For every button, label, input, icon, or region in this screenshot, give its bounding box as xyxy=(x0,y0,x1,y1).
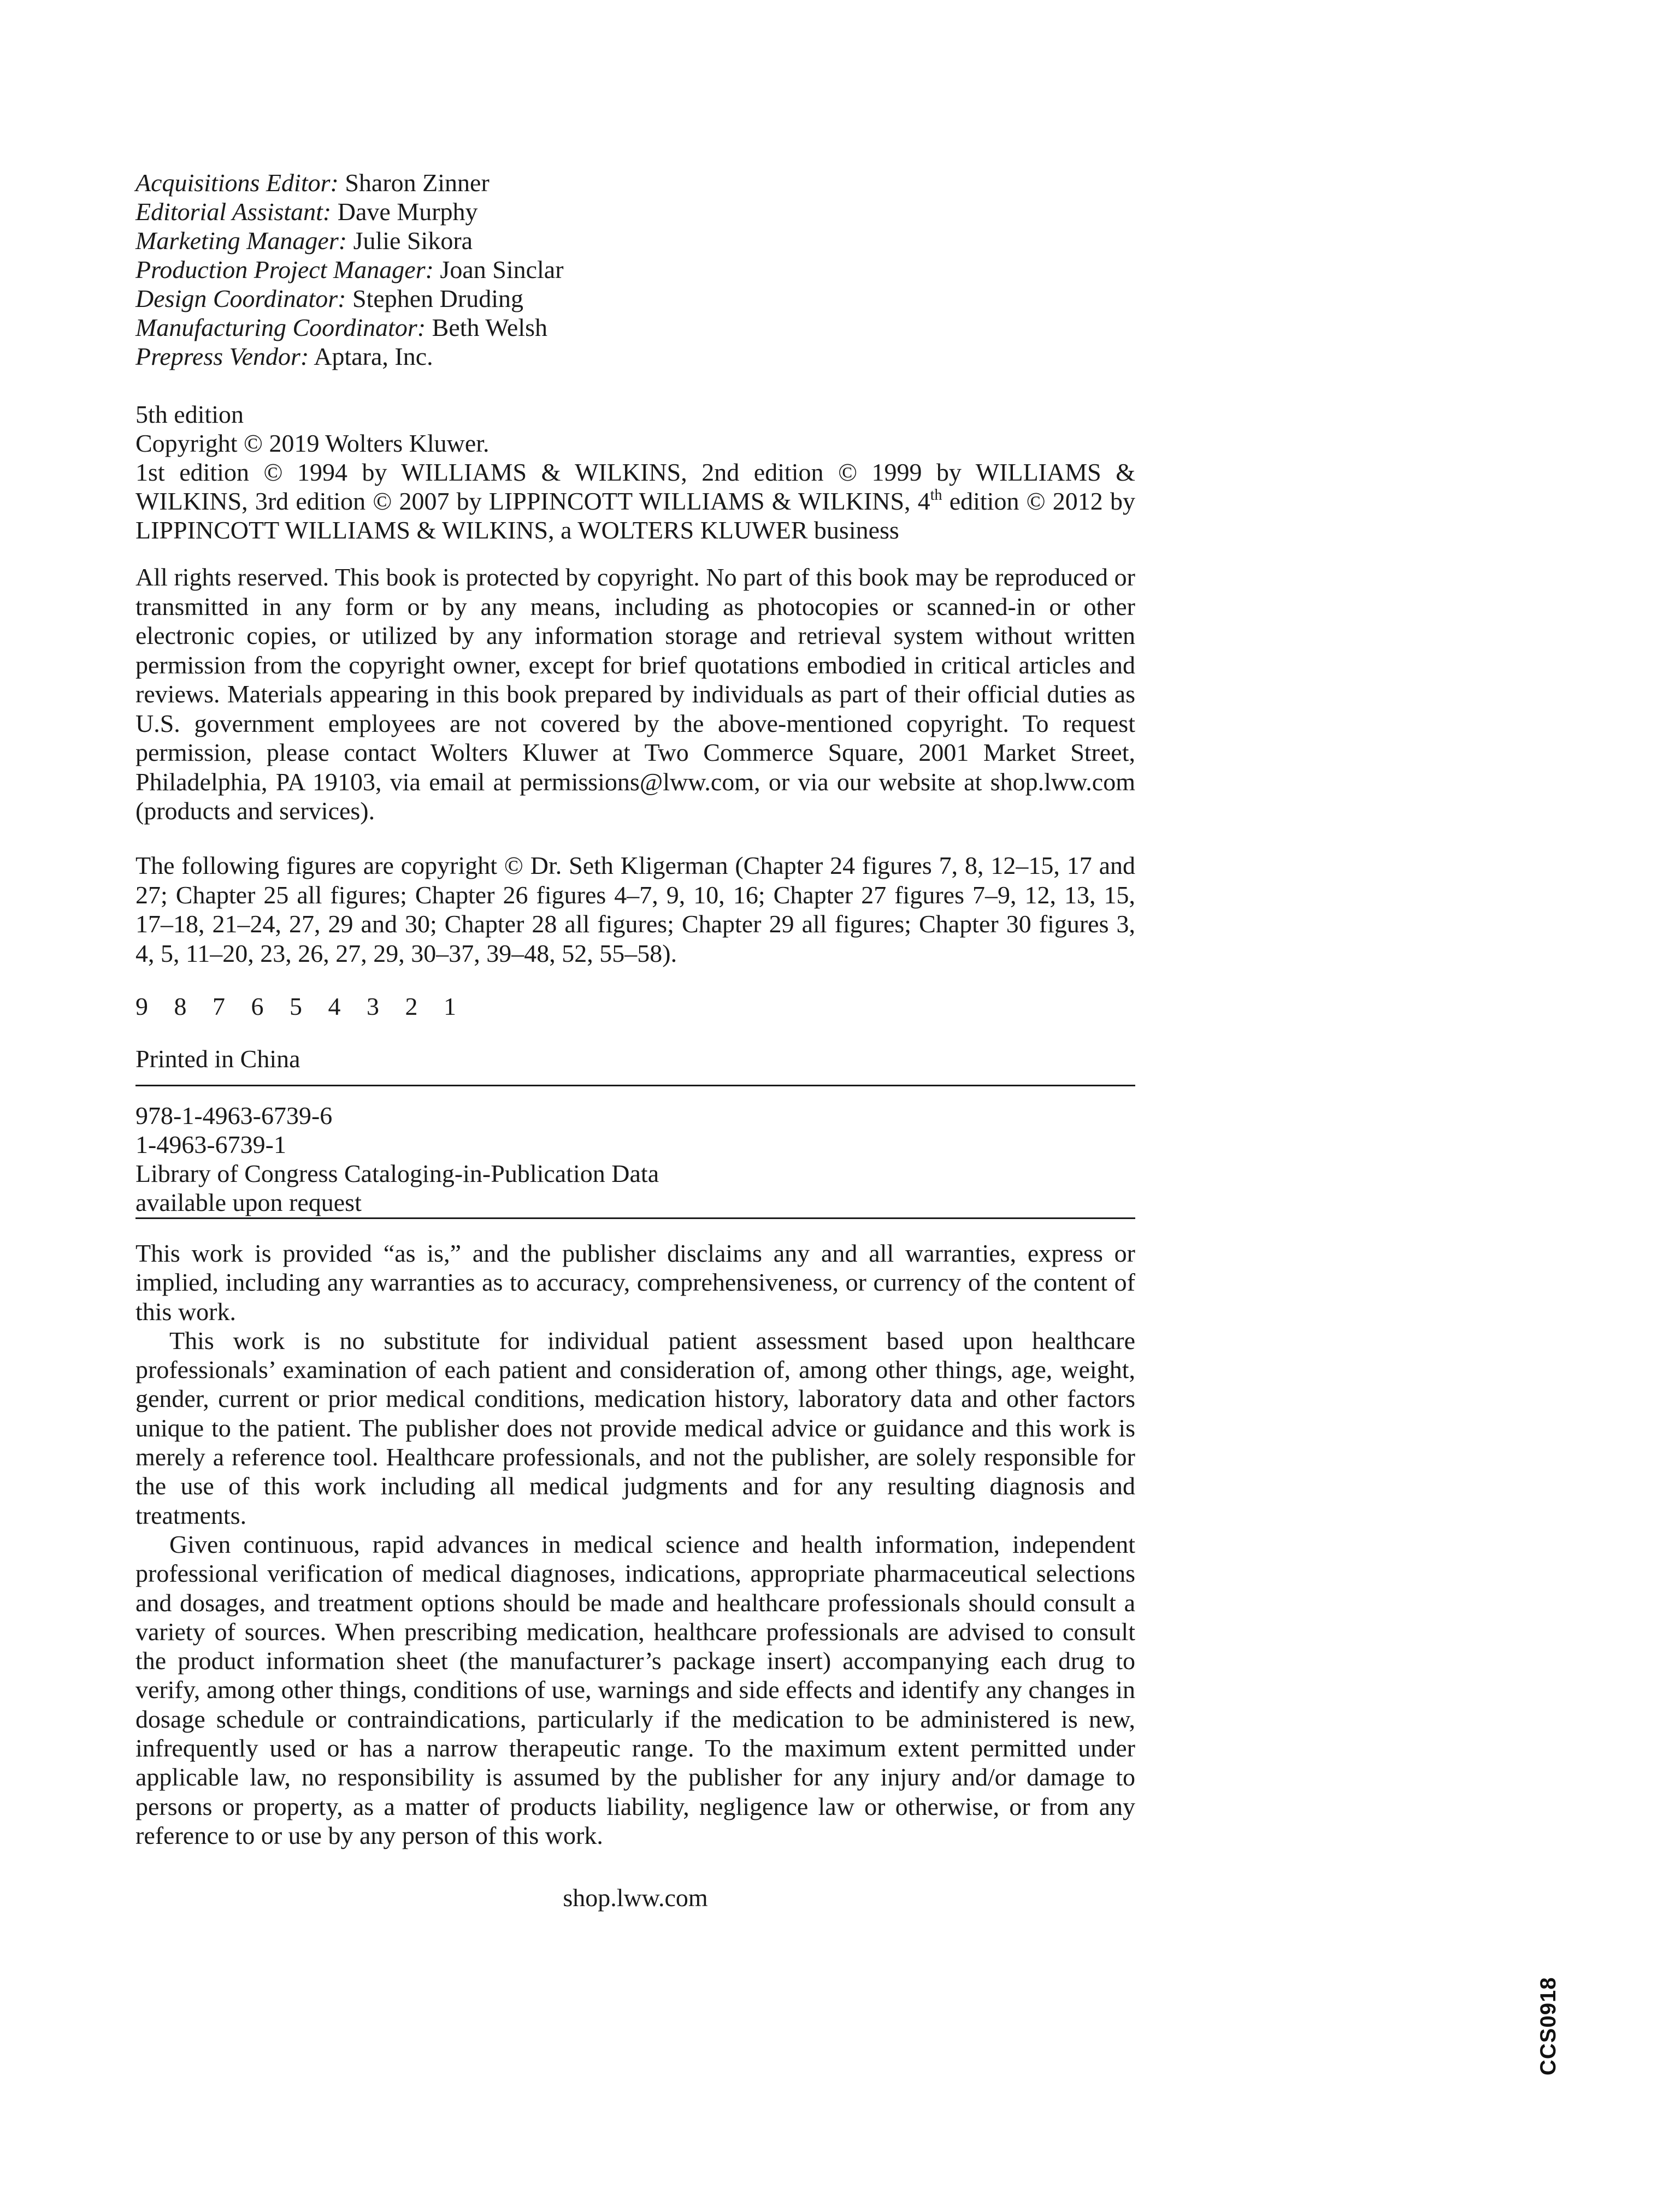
edition-history-text: 1st edition © 1994 by WILLIAMS & WILKINS, 2nd edition © 1999 by WILLIAMS & WILKINS, 3rd edition © 2007 by LIPPINCOTT WILLIAMS & WILKINS, 4 xyxy=(135,458,1135,515)
figures-copyright: The following figures are copyright © Dr. Seth Kligerman (Chapter 24 figures 7, 8, 12–15, 17 and 27; Chapter 25 all figures; Chapter 26 figures 4–7, 9, 10, 16; Chapter 27 figures 7–9, 12, 13, 15, 17–18, 21–24, 27, 29 and 30; Chapter 28 all figures; Chapter 29 all figures; Chapter 30 figures 3, 4, 5, 11–20, 23, 26, 27, 29, 30–37, 39–48, 52, 55–58). xyxy=(135,851,1135,967)
isbn-10: 1-4963-6739-1 xyxy=(135,1131,286,1158)
staff-role: Marketing Manager: xyxy=(135,227,347,255)
staff-role: Prepress Vendor: xyxy=(135,342,309,370)
disclaimer-paragraph: Given continuous, rapid advances in medical science and health information, independent professional verification of medical diagnoses, indications, appropriate pharmaceutical selections and dosages, and treatment options should be made and healthcare professionals should consult a variety of sources. When prescribing medication, healthcare professionals are advised to consult the product information sheet (the manufacturer’s package insert) accompanying each drug to verify, among other things, conditions of use, warnings and side effects and identify any changes in dosage schedule or contraindications, particularly if the medication to be administered is new, infrequently used or has a narrow therapeutic range. To the maximum extent permitted under applicable law, no responsibility is assumed by the publisher for any injury and/or damage to persons or property, as a matter of products liability, negligence law or otherwise, or from any reference to or use by any person of this work. xyxy=(135,1530,1135,1849)
staff-role: Production Project Manager: xyxy=(135,256,434,283)
isbn-block xyxy=(135,1101,1135,1217)
staff-line xyxy=(135,168,1135,197)
staff-name: Julie Sikora xyxy=(353,227,473,255)
rights-paragraph: All rights reserved. This book is protected by copyright. No part of this book may be reproduced or transmitted in any form or by any means, including as photocopies or scanned-in or other electronic copies, or utilized by any information storage and retrieval system without written permission from the copyright owner, except for brief quotations embodied in critical articles and reviews. Materials appearing in this book prepared by individuals as part of their official duties as U.S. government employees are not covered by the above-mentioned copyright. To request permission, please contact Wolters Kluwer at Two Commerce Square, 2001 Market Street, Philadelphia, PA 19103, via email at permissions@lww.com, or via our website at shop.lww.com (products and services). xyxy=(135,563,1135,825)
staff-line xyxy=(135,313,1135,342)
disclaimer xyxy=(135,1239,1135,1850)
printing-numbers: 9 8 7 6 5 4 3 2 1 xyxy=(135,992,457,1020)
staff-name: Stephen Druding xyxy=(352,285,523,312)
staff-line xyxy=(135,226,1135,255)
copyright-line: Copyright © 2019 Wolters Kluwer. xyxy=(135,429,490,457)
staff-role: Manufacturing Coordinator: xyxy=(135,314,426,341)
printed-in: Printed in China xyxy=(135,1045,300,1073)
current-edition: 5th edition xyxy=(135,400,244,428)
staff-role: Editorial Assistant: xyxy=(135,198,332,226)
staff-line xyxy=(135,284,1135,313)
disclaimer-paragraph: This work is provided “as is,” and the publisher disclaims any and all warranties, express or implied, including any warranties as to accuracy, comprehensiveness, or currency of the content of this work. xyxy=(135,1239,1135,1326)
staff-name: Joan Sinclar xyxy=(440,256,564,283)
staff-name: Sharon Zinner xyxy=(345,169,490,197)
staff-name: Beth Welsh xyxy=(432,314,548,341)
loc-data: Library of Congress Cataloging-in-Publication Data xyxy=(135,1160,659,1187)
superscript: th xyxy=(930,487,942,504)
staff-line xyxy=(135,255,1135,284)
isbn-13: 978-1-4963-6739-6 xyxy=(135,1102,333,1129)
loc-availability: available upon request xyxy=(135,1188,362,1216)
staff-line xyxy=(135,197,1135,226)
divider xyxy=(135,1217,1135,1219)
divider xyxy=(135,1085,1135,1086)
staff-credits xyxy=(135,168,1135,371)
staff-name: Aptara, Inc. xyxy=(314,342,433,370)
footer-url: shop.lww.com xyxy=(563,1884,708,1912)
disclaimer-paragraph: This work is no substitute for individual patient assessment based upon healthcare professionals’ examination of each patient and consideration of, among other things, age, weight, gender, current or prior medical conditions, medication history, laboratory data and other factors unique to the patient. The publisher does not provide medical advice or guidance and this work is merely a reference tool. Healthcare professionals, and not the publisher, are solely responsible for the use of this work including all medical judgments and for any resulting diagnosis and treatments. xyxy=(135,1326,1135,1529)
staff-role: Acquisitions Editor: xyxy=(135,169,339,197)
edition-history xyxy=(135,458,1135,545)
staff-line xyxy=(135,342,1135,371)
edition-info xyxy=(135,400,1135,545)
staff-role: Design Coordinator: xyxy=(135,285,346,312)
edition-history-text: edition © 2012 by LIPPINCOTT WILLIAMS & WILKINS, a WOLTERS KLUWER business xyxy=(135,487,1135,544)
staff-name: Dave Murphy xyxy=(337,198,478,226)
